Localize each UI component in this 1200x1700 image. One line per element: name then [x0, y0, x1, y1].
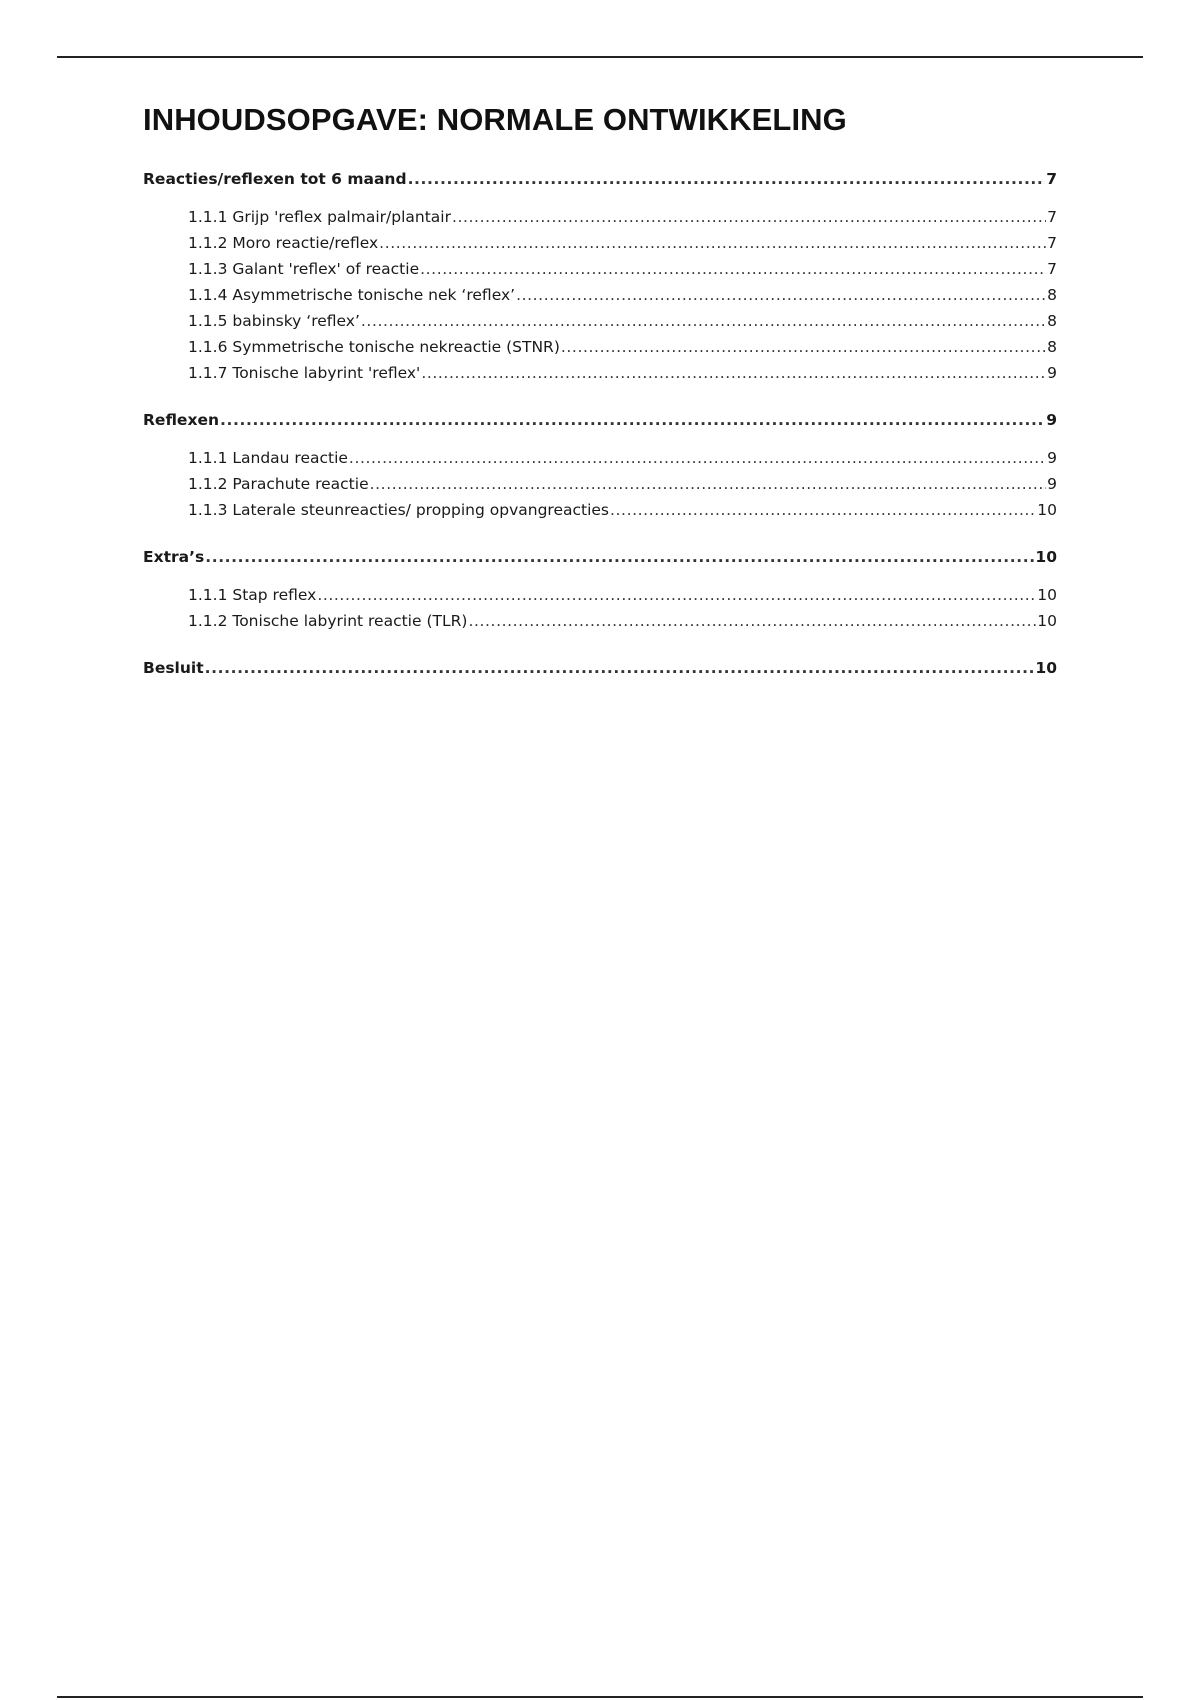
toc-page-number: 10 — [1037, 612, 1057, 630]
toc-heading-entry[interactable] — [143, 544, 1057, 570]
toc-heading-entry[interactable] — [143, 166, 1057, 192]
dot-leader — [610, 497, 1036, 523]
toc-page-number: 10 — [1037, 586, 1057, 604]
header-rule — [57, 56, 1143, 58]
toc-entry-label: Reacties/reflexen tot 6 maand — [143, 170, 407, 188]
dot-leader — [361, 308, 1046, 334]
toc-entry-label: 1.1.1 Stap reflex — [188, 586, 317, 604]
toc-entry-label: Extra’s — [143, 548, 205, 566]
toc-heading-entry[interactable] — [143, 655, 1057, 681]
toc-page-number: 10 — [1035, 659, 1057, 677]
footer-rule — [57, 1696, 1143, 1698]
toc-section — [143, 407, 1057, 523]
page-title: INHOUDSOPGAVE: NORMALE ONTWIKKELING — [143, 102, 847, 137]
toc-page-number: 9 — [1047, 364, 1057, 382]
dot-leader — [420, 256, 1046, 282]
toc-entry-label: 1.1.4 Asymmetrische tonische nek ‘reflex’ — [188, 286, 516, 304]
toc-entry-label: 1.1.7 Tonische labyrint 'reflex' — [188, 364, 421, 382]
toc-heading-entry[interactable] — [143, 407, 1057, 433]
toc-entry-label: 1.1.2 Parachute reactie — [188, 475, 369, 493]
toc-page-number: 9 — [1047, 475, 1057, 493]
toc-page-number: 8 — [1047, 286, 1057, 304]
dot-leader — [408, 166, 1046, 192]
toc-page-number: 10 — [1037, 501, 1057, 519]
dot-leader — [452, 204, 1046, 230]
dot-leader — [468, 608, 1036, 634]
dot-leader — [205, 655, 1035, 681]
toc-page-number: 7 — [1047, 260, 1057, 278]
dot-leader — [561, 334, 1046, 360]
toc-page-number: 7 — [1047, 234, 1057, 252]
toc-subentry[interactable] — [143, 471, 1057, 497]
toc-subentry[interactable] — [143, 497, 1057, 523]
toc-subentry[interactable] — [143, 282, 1057, 308]
toc-entry-label: 1.1.1 Landau reactie — [188, 449, 348, 467]
toc-page-number: 10 — [1035, 548, 1057, 566]
toc-subentry[interactable] — [143, 582, 1057, 608]
toc-page-number: 9 — [1047, 449, 1057, 467]
dot-leader — [317, 582, 1036, 608]
dot-leader — [349, 445, 1046, 471]
dot-leader — [220, 407, 1045, 433]
toc-page-number: 8 — [1047, 338, 1057, 356]
toc-entry-label: 1.1.1 Grijp 'reflex palmair/plantair — [188, 208, 451, 226]
toc-entry-label: 1.1.5 babinsky ‘reflex’ — [188, 312, 360, 330]
toc-entry-label: 1.1.3 Galant 'reflex' of reactie — [188, 260, 420, 278]
toc-entry-label: 1.1.6 Symmetrische tonische nekreactie (STNR) — [188, 338, 560, 356]
toc-entry-label: Besluit — [143, 659, 204, 677]
toc-subentry[interactable] — [143, 608, 1057, 634]
toc-subentry[interactable] — [143, 256, 1057, 282]
toc-page-number: 8 — [1047, 312, 1057, 330]
toc-subentry[interactable] — [143, 230, 1057, 256]
toc-entry-label: Reflexen — [143, 411, 219, 429]
toc-entry-label: 1.1.2 Moro reactie/reflex — [188, 234, 379, 252]
dot-leader — [421, 360, 1046, 386]
table-of-contents — [143, 166, 1057, 702]
toc-subentry[interactable] — [143, 308, 1057, 334]
toc-page-number: 7 — [1046, 170, 1057, 188]
dot-leader — [370, 471, 1047, 497]
toc-subentry[interactable] — [143, 360, 1057, 386]
toc-page-number: 9 — [1046, 411, 1057, 429]
dot-leader — [205, 544, 1034, 570]
toc-section — [143, 166, 1057, 386]
toc-subentry[interactable] — [143, 204, 1057, 230]
toc-section — [143, 655, 1057, 681]
toc-subentry[interactable] — [143, 334, 1057, 360]
toc-subentry[interactable] — [143, 445, 1057, 471]
dot-leader — [379, 230, 1046, 256]
toc-entry-label: 1.1.2 Tonische labyrint reactie (TLR) — [188, 612, 468, 630]
toc-entry-label: 1.1.3 Laterale steunreacties/ propping opvangreacties — [188, 501, 609, 519]
dot-leader — [516, 282, 1046, 308]
toc-section — [143, 544, 1057, 634]
toc-page-number: 7 — [1047, 208, 1057, 226]
